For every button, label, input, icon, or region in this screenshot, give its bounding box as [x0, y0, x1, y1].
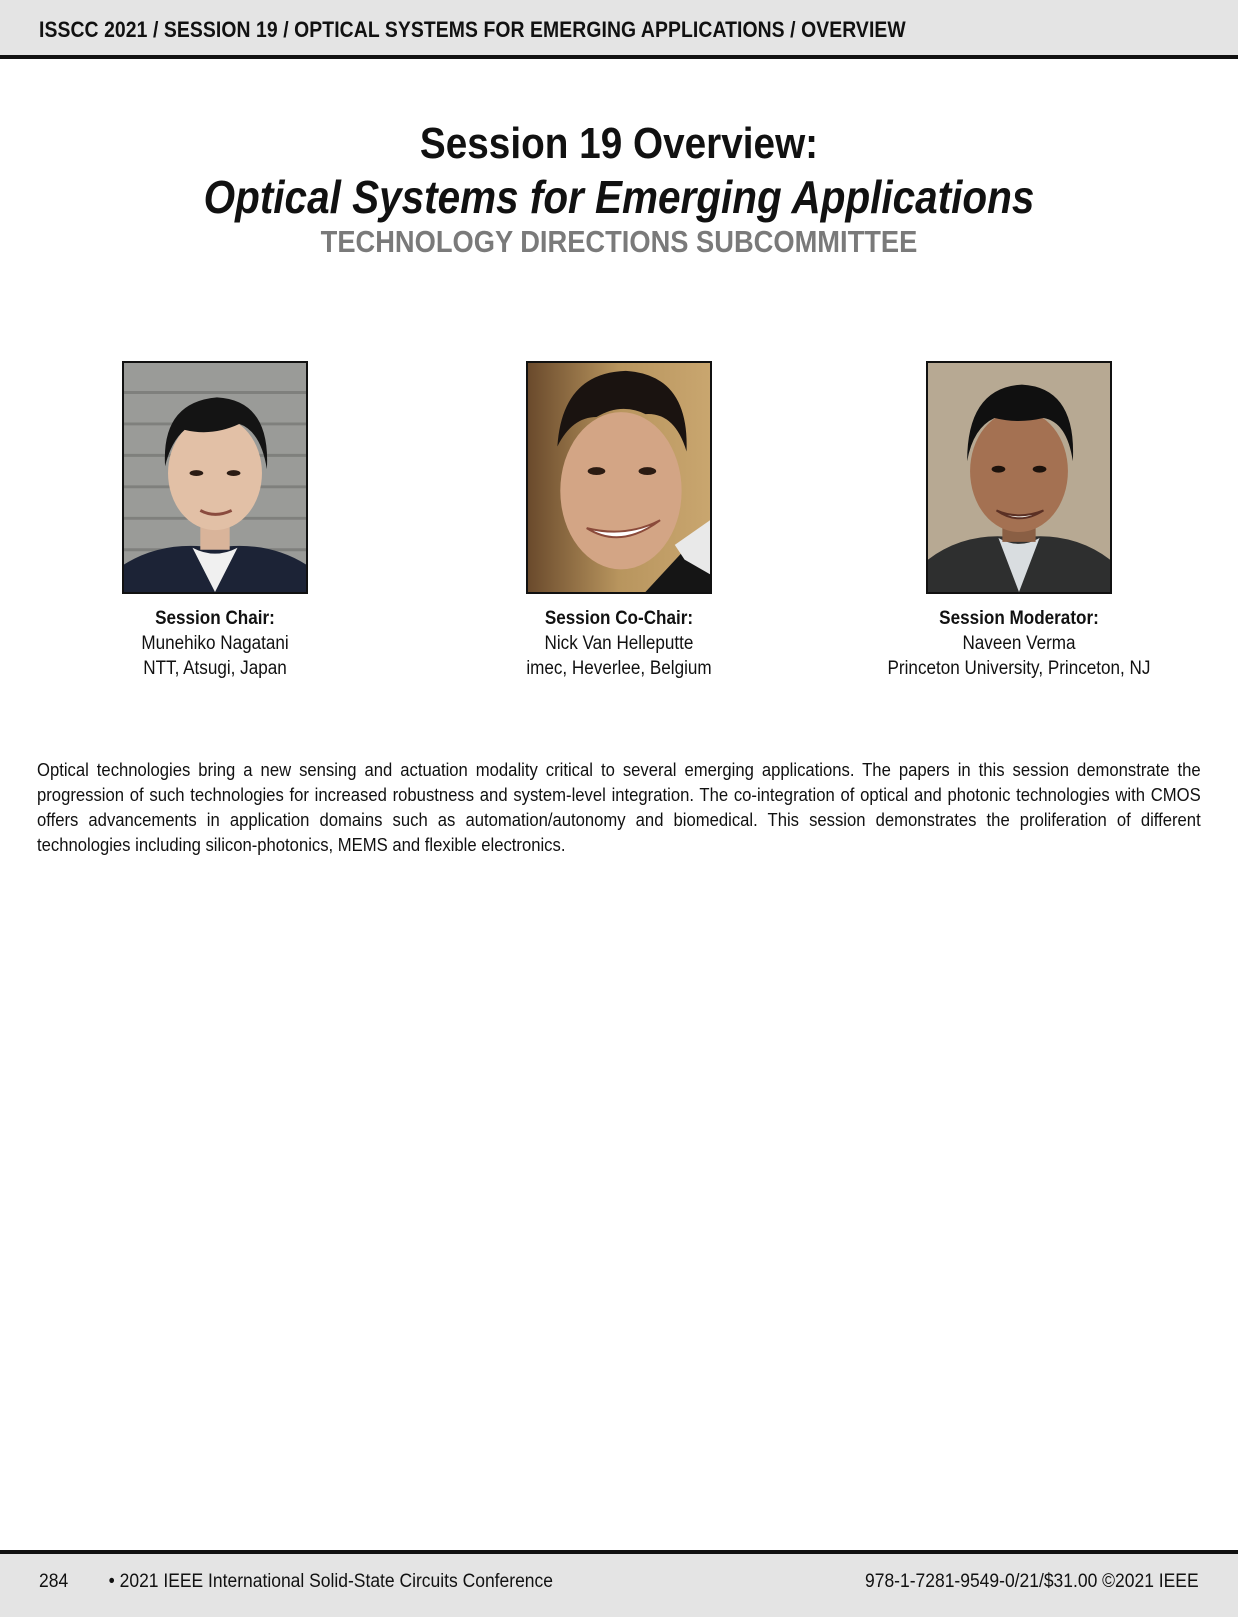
copyright-notice: 978-1-7281-9549-0/21/$31.00 ©2021 IEEE: [865, 1571, 1199, 1592]
session-co-chair-role: Session Co-Chair:: [544, 608, 694, 629]
session-chair-card: [25, 361, 405, 681]
subcommittee-label: TECHNOLOGY DIRECTIONS SUBCOMMITTEE: [320, 224, 918, 259]
session-co-chair-photo: [526, 361, 712, 594]
session-chair-role: Session Chair:: [155, 608, 275, 629]
session-moderator-card: [829, 361, 1209, 681]
conference-name: • 2021 IEEE International Solid-State Circuits Conference: [108, 1571, 553, 1592]
footer-left: [39, 1571, 553, 1593]
session-co-chair-affiliation: imec, Heverlee, Belgium: [526, 658, 712, 679]
title-block: [0, 118, 1238, 260]
session-title: Optical Systems for Emerging Applications: [203, 171, 1035, 223]
page-footer: [0, 1550, 1238, 1617]
session-co-chair-card: [429, 361, 809, 681]
running-title: ISSCC 2021 / SESSION 19 / OPTICAL SYSTEMS FOR EMERGING APPLICATIONS / OVERVIEW: [39, 17, 906, 42]
session-moderator-role: Session Moderator:: [939, 608, 1099, 629]
session-moderator-name: Naveen Verma: [962, 633, 1076, 654]
session-moderator-photo: [926, 361, 1112, 594]
page-number: 284: [39, 1571, 69, 1592]
running-header: [0, 0, 1238, 59]
session-chair-name: Munehiko Nagatani: [141, 633, 289, 654]
session-moderator-affiliation: Princeton University, Princeton, NJ: [887, 658, 1151, 679]
session-chair-affiliation: NTT, Atsugi, Japan: [143, 658, 287, 679]
session-chair-photo: [122, 361, 308, 594]
page-title: Session 19 Overview:: [419, 119, 819, 168]
overview-paragraph: Optical technologies bring a new sensing and actuation modality critical to several emerging applications. The papers in this session demonstrate the progression of such technologies for increased robustness and system-level integration. The co-integration of optical and photonic technologies with CMOS offers advancements in application domains such as automation/autonomy and biomedical. This session demonstrates the proliferation of different technologies including silicon-photonics, MEMS and flexible electronics.: [37, 759, 1201, 855]
session-co-chair-name: Nick Van Helleputte: [544, 633, 694, 654]
